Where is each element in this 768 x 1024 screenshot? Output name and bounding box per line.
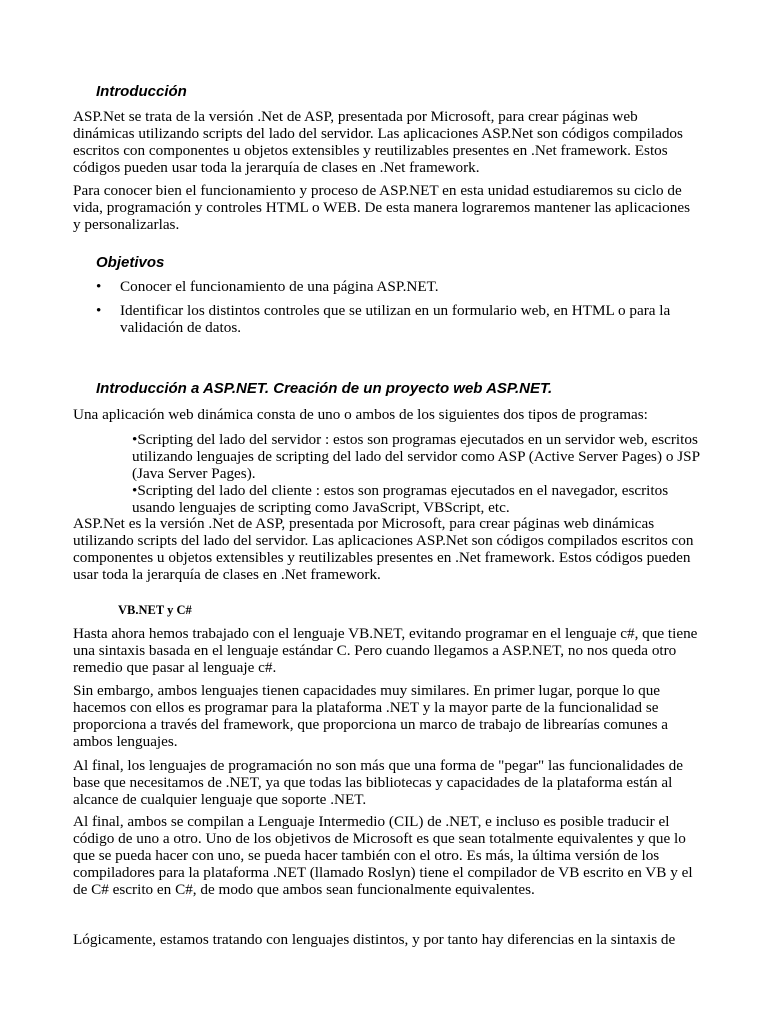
list-item: •Scripting del lado del servidor : estos son programas ejecutados en un servidor web, escritos utilizando lenguajes de scripting del lado del servidor como ASP (Active Server Pages) o JSP (Java Server Pages). [132,431,700,482]
vbnet-paragraph-5: Lógicamente, estamos tratando con lenguajes distintos, y por tanto hay diferencias en la sintaxis de [73,931,676,948]
vbnet-paragraph-2: Sin embargo, ambos lenguajes tienen capacidades muy similares. En primer lugar, porque lo que hacemos con ellos es programar para la plataforma .NET y la mayor parte de la funcionalidad se proporciona a través del framework, que proporciona un marco de trabajo de librearías comunes a ambos lenguajes. [73,682,669,750]
bullet-glyph: • [96,278,102,295]
objective-text: Conocer el funcionamiento de una página ASP.NET. [120,278,439,295]
objective-text: Identificar los distintos controles que se utilizan en un formulario web, en HTML o para la validación de datos. [120,302,671,336]
list-item [96,278,696,295]
intro-paragraph-2: Para conocer bien el funcionamiento y proceso de ASP.NET en esta unidad estudiaremos su ciclo de vida, programación y controles HTML o WEB. De esta manera lograremos mantener las aplicaciones y personalizarlas. [73,182,690,233]
vbnet-paragraph-3: Al final, los lenguajes de programación no son más que una forma de "pegar" las funcionalidades de base que necesitamos de .NET, ya que todas las bibliotecas y capacidades de la plataforma están al alcance de cualquier lenguaje que soporte .NET. [73,757,684,808]
heading-objetivos: Objetivos [96,254,165,271]
intro-paragraph-1: ASP.Net se trata de la versión .Net de ASP, presentada por Microsoft, para crear páginas web dinámicas utilizando scripts del lado del servidor. Las aplicaciones ASP.Net son códigos compilados escritos con componentes u objetos extensibles y reutilizables presentes en .Net framework. Estos códigos pueden usar toda la jerarquía de clases en .Net framework. [73,108,683,176]
heading-vbnet-csharp: VB.NET y C# [118,603,192,617]
vbnet-paragraph-4: Al final, ambos se compilan a Lenguaje Intermedio (CIL) de .NET, e incluso es posible traducir el código de uno a otro. Uno de los objetivos de Microsoft es que sean totalmente equivalentes y que lo que se pueda hacer con uno, se pueda hacer también con el otro. Es más, la última versión de los compiladores para la plataforma .NET (llamado Roslyn) tiene el compilador de VB escrito en VB y el de C# escrito en C#, de modo que ambos sean funcionalmente equivalentes. [73,813,693,898]
heading-introduccion: Introducción [96,83,187,100]
scripting-types-block [132,431,702,516]
aspnet-paragraph-2: ASP.Net es la versión .Net de ASP, presentada por Microsoft, para crear páginas web dinámicas utilizando scripts del lado del servidor. Las aplicaciones ASP.Net son códigos compilados escritos con componentes u objetos extensibles y reutilizables presentes en .Net framework. Estos códigos pueden usar toda la jerarquía de clases en .Net framework. [73,515,694,583]
list-item: •Scripting del lado del cliente : estos son programas ejecutados en el navegador, escritos usando lenguajes de scripting como JavaScript, VBScript, etc. [132,482,669,516]
list-item [96,302,696,336]
objectives-list [96,278,696,336]
heading-introduccion-aspnet: Introducción a ASP.NET. Creación de un proyecto web ASP.NET. [96,380,553,397]
vbnet-paragraph-1: Hasta ahora hemos trabajado con el lenguaje VB.NET, evitando programar en el lenguaje c#, que tiene una sintaxis basada en el lenguaje estándar C. Pero cuando llegamos a ASP.NET, no nos queda otro remedio que pasar al lenguaje c#. [73,625,698,676]
aspnet-paragraph-1: Una aplicación web dinámica consta de uno o ambos de los siguientes dos tipos de programas: [73,406,648,423]
bullet-glyph: • [96,302,102,319]
